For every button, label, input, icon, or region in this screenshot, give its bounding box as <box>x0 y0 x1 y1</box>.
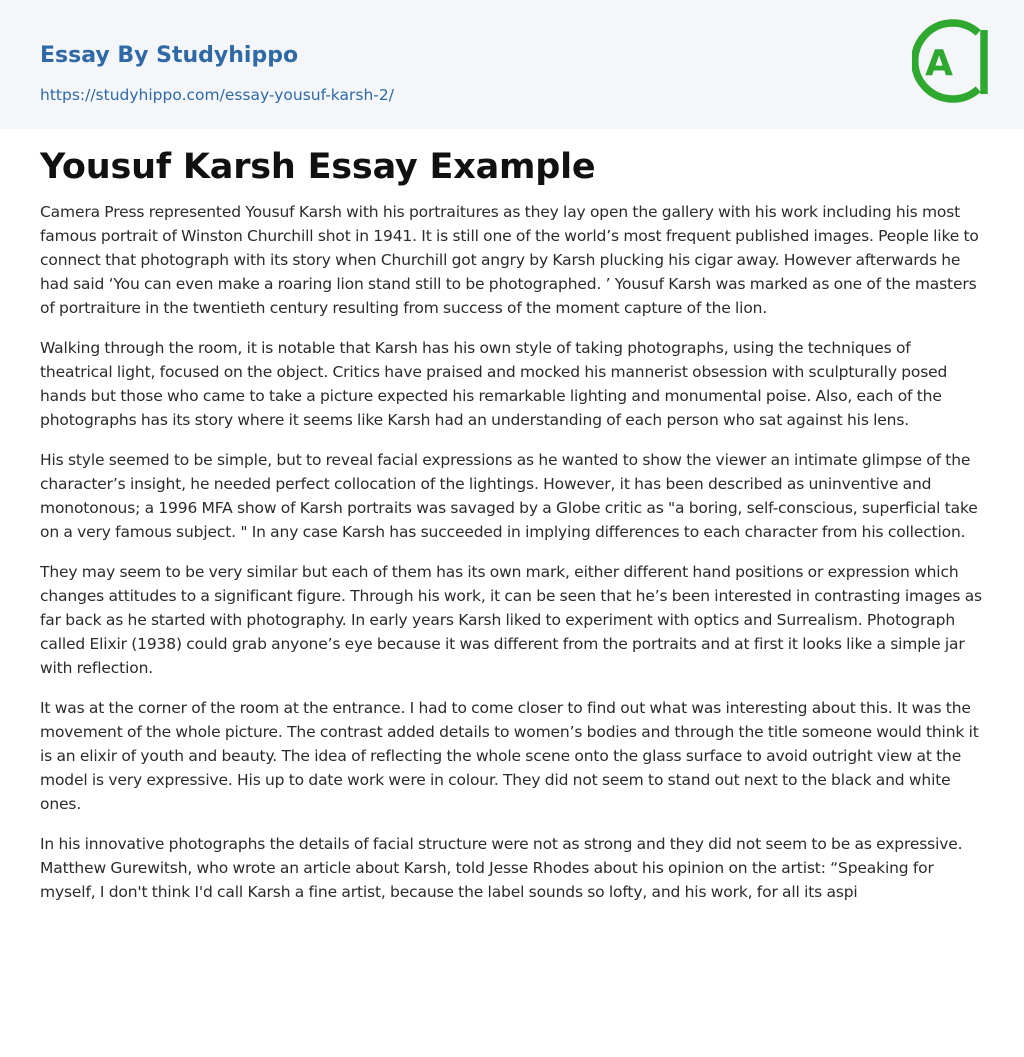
paragraph-3: His style seemed to be simple, but to reveal facial expressions as he wanted to show the viewer an intimate glimpse of the character’s insight, he needed perfect collocation of the lightings. However, it has been described as uninventive and monotonous; a 1996 MFA show of Karsh portraits was savaged by a Globe critic as "a boring, self-conscious, superficial take on a very famous subject. " In any case Karsh has succeeded in implying differences to each character from his collection. <box>40 451 978 541</box>
studyhippo-logo-icon[interactable] <box>912 19 988 107</box>
logo-letter: A <box>925 43 953 84</box>
site-header <box>0 0 1024 129</box>
paragraph-6: In his innovative photographs the details of facial structure were not as strong and they did not seem to be as expressive. Matthew Gurewitsh, who wrote an article about Karsh, told Jesse Rhodes about his opinion on the artist: “Speaking for myself, I don't think I'd call Karsh a fine artist, because the label sounds so lofty, and his work, for all its aspi <box>40 835 963 901</box>
logo-ring-icon <box>912 19 988 107</box>
paragraph-2: Walking through the room, it is notable that Karsh has his own style of taking photographs, using the techniques of theatrical light, focused on the object. Critics have praised and mocked his mannerist obsession with sculpturally posed hands but those who came to take a picture expected his remarkable lighting and monumental poise. Also, each of the photographs has its story where it seems like Karsh had an understanding of each person who sat against his lens. <box>40 339 948 429</box>
page-title: Yousuf Karsh Essay Example <box>40 147 596 187</box>
paragraph-5: It was at the corner of the room at the entrance. I had to come closer to find out what was interesting about this. It was the movement of the whole picture. The contrast added details to women’s bodies and through the title someone would think it is an elixir of youth and beauty. The idea of reflecting the whole scene onto the glass surface to avoid outright view at the model is very expressive. His up to date work were in colour. They did not seem to stand out next to the black and white ones. <box>40 699 979 813</box>
paragraph-1: Camera Press represented Yousuf Karsh with his portraitures as they lay open the gallery with his work including his most famous portrait of Winston Churchill shot in 1941. It is still one of the world’s most frequent published images. People like to connect that photograph with its story when Churchill got angry by Karsh plucking his cigar away. However afterwards he had said ‘You can even make a roaring lion stand still to be photographed. ’ Yousuf Karsh was marked as one of the masters of portraiture in the twentieth century resulting from success of the moment capture of the lion. <box>40 203 979 317</box>
essay-url-link[interactable]: https://studyhippo.com/essay-yousuf-karsh-2/ <box>40 86 394 104</box>
site-brand[interactable]: Essay By Studyhippo <box>40 43 299 68</box>
article-body <box>40 200 984 920</box>
paragraph-4: They may seem to be very similar but each of them has its own mark, either different hand positions or expression which changes attitudes to a significant figure. Through his work, it can be seen that he’s been interested in contrasting images as far back as he started with photography. In early years Karsh liked to experiment with optics and Surrealism. Photograph called Elixir (1938) could grab anyone’s eye because it was different from the portraits and at first it looks like a simple jar with reflection. <box>40 563 982 677</box>
